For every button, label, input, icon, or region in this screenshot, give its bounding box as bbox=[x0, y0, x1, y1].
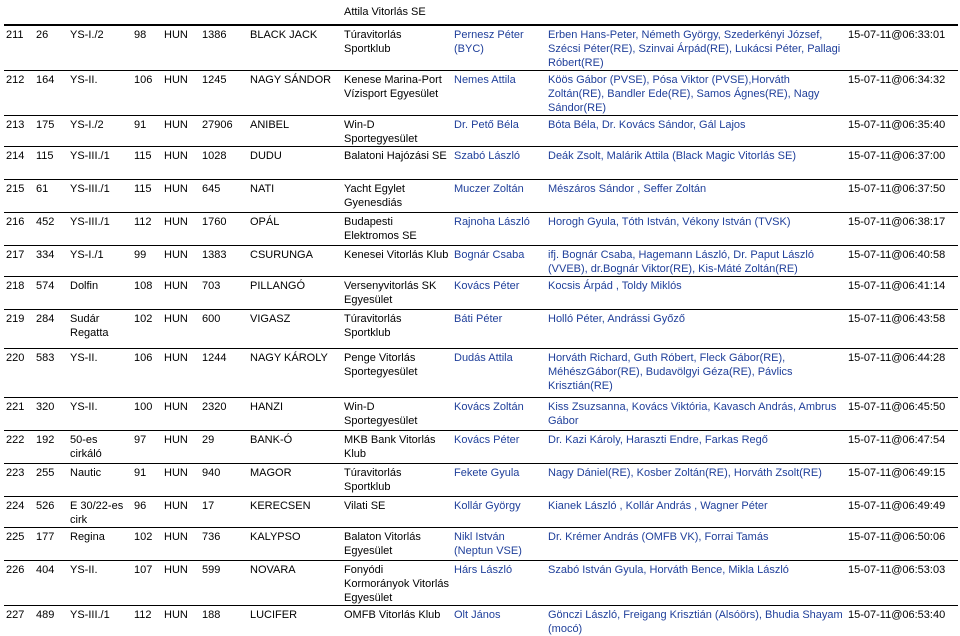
sail-number-cell: 255 bbox=[34, 464, 68, 497]
nation-cell: HUN bbox=[162, 431, 200, 464]
race-number-cell: 211 bbox=[4, 25, 34, 71]
boat-name-cell: HANZI bbox=[248, 398, 342, 431]
skipper-cell: Olt János bbox=[452, 606, 546, 636]
yardstick-cell: 112 bbox=[132, 606, 162, 636]
race-number-cell: 219 bbox=[4, 310, 34, 349]
finish-time-cell: 15-07-11@06:47:54 bbox=[846, 431, 958, 464]
crew-cell: ifj. Bognár Csaba, Hagemann László, Dr. Paput László (VVEB), dr.Bognár Viktor(RE), Kis-Máté Zoltán(RE) bbox=[546, 246, 846, 277]
registration-cell: 645 bbox=[200, 180, 248, 213]
nation-cell: HUN bbox=[162, 464, 200, 497]
table-row bbox=[4, 398, 958, 431]
club-cell: Yacht Egylet Gyenesdiás bbox=[342, 180, 452, 213]
nation-cell: HUN bbox=[162, 213, 200, 246]
crew-cell: Mészáros Sándor , Seffer Zoltán bbox=[546, 180, 846, 213]
finish-time-cell: 15-07-11@06:53:40 bbox=[846, 606, 958, 636]
boat-name-cell: NOVARA bbox=[248, 561, 342, 606]
crew-cell: Nagy Dániel(RE), Kosber Zoltán(RE), Horváth Zsolt(RE) bbox=[546, 464, 846, 497]
race-number-cell: 212 bbox=[4, 71, 34, 116]
nation-cell: HUN bbox=[162, 180, 200, 213]
skipper-cell: Dudás Attila bbox=[452, 349, 546, 398]
boat-name-cell: VIGASZ bbox=[248, 310, 342, 349]
finish-time-cell: 15-07-11@06:38:17 bbox=[846, 213, 958, 246]
boat-class-cell: YS-II. bbox=[68, 71, 132, 116]
table-row bbox=[4, 180, 958, 213]
crew-cell: Szabó István Gyula, Horváth Bence, Mikla László bbox=[546, 561, 846, 606]
boat-name-cell: OPÁL bbox=[248, 213, 342, 246]
sail-number-cell: 489 bbox=[34, 606, 68, 636]
nation-cell: HUN bbox=[162, 606, 200, 636]
race-number-cell: 213 bbox=[4, 116, 34, 147]
club-cell: Balaton Vitorlás Egyesület bbox=[342, 528, 452, 561]
sail-number-cell: 192 bbox=[34, 431, 68, 464]
skipper-cell: Kollár György bbox=[452, 497, 546, 528]
crew-cell: Dr. Kazi Károly, Haraszti Endre, Farkas Regő bbox=[546, 431, 846, 464]
finish-time-cell: 15-07-11@06:50:06 bbox=[846, 528, 958, 561]
nation-cell: HUN bbox=[162, 147, 200, 180]
table-row bbox=[4, 310, 958, 349]
club-cell: Kenese Marina-Port Vízisport Egyesület bbox=[342, 71, 452, 116]
skipper-cell: Pernesz Péter (BYC) bbox=[452, 25, 546, 71]
results-body bbox=[4, 25, 958, 636]
boat-name-cell: BANK-Ó bbox=[248, 431, 342, 464]
boat-name-cell: KERECSEN bbox=[248, 497, 342, 528]
boat-class-cell: YS-II. bbox=[68, 349, 132, 398]
boat-class-cell: Sudár Regatta bbox=[68, 310, 132, 349]
skipper-cell: Hárs László bbox=[452, 561, 546, 606]
yardstick-cell: 106 bbox=[132, 71, 162, 116]
sail-number-cell: 320 bbox=[34, 398, 68, 431]
boat-name-cell: NAGY KÁROLY bbox=[248, 349, 342, 398]
yardstick-cell: 91 bbox=[132, 116, 162, 147]
yardstick-cell: 96 bbox=[132, 497, 162, 528]
finish-time-cell: 15-07-11@06:49:15 bbox=[846, 464, 958, 497]
table-row bbox=[4, 147, 958, 180]
skipper-cell: Dr. Pető Béla bbox=[452, 116, 546, 147]
crew-cell: Deák Zsolt, Malárik Attila (Black Magic Vitorlás SE) bbox=[546, 147, 846, 180]
boat-class-cell: YS-II. bbox=[68, 561, 132, 606]
sail-number-cell: 115 bbox=[34, 147, 68, 180]
race-number-cell: 225 bbox=[4, 528, 34, 561]
yardstick-cell: 115 bbox=[132, 180, 162, 213]
registration-cell: 1245 bbox=[200, 71, 248, 116]
table-row bbox=[4, 71, 958, 116]
race-number-cell: 221 bbox=[4, 398, 34, 431]
boat-name-cell: PILLANGÓ bbox=[248, 277, 342, 310]
boat-name-cell: DUDU bbox=[248, 147, 342, 180]
club-cell: MKB Bank Vitorlás Klub bbox=[342, 431, 452, 464]
club-cell: Túravitorlás Sportklub bbox=[342, 310, 452, 349]
crew-cell: Kocsis Árpád , Toldy Miklós bbox=[546, 277, 846, 310]
skipper-cell: Nikl István (Neptun VSE) bbox=[452, 528, 546, 561]
registration-cell: 29 bbox=[200, 431, 248, 464]
skipper-cell: Rajnoha László bbox=[452, 213, 546, 246]
boat-name-cell: NAGY SÁNDOR bbox=[248, 71, 342, 116]
registration-cell: 703 bbox=[200, 277, 248, 310]
sail-number-cell: 404 bbox=[34, 561, 68, 606]
table-row bbox=[4, 277, 958, 310]
table-row bbox=[4, 349, 958, 398]
race-number-cell: 214 bbox=[4, 147, 34, 180]
nation-cell: HUN bbox=[162, 277, 200, 310]
club-cell: Balatoni Hajózási SE bbox=[342, 147, 452, 180]
club-cell: Fonyódi Kormorányok Vitorlás Egyesület bbox=[342, 561, 452, 606]
registration-cell: 1386 bbox=[200, 25, 248, 71]
table-row bbox=[4, 561, 958, 606]
yardstick-cell: 102 bbox=[132, 528, 162, 561]
sail-number-cell: 583 bbox=[34, 349, 68, 398]
boat-class-cell: YS-I./2 bbox=[68, 25, 132, 71]
skipper-cell: Bognár Csaba bbox=[452, 246, 546, 277]
race-number-cell: 218 bbox=[4, 277, 34, 310]
yardstick-cell: 108 bbox=[132, 277, 162, 310]
sail-number-cell: 452 bbox=[34, 213, 68, 246]
club-cell: Túravitorlás Sportklub bbox=[342, 25, 452, 71]
yardstick-cell: 115 bbox=[132, 147, 162, 180]
registration-cell: 1028 bbox=[200, 147, 248, 180]
table-row bbox=[4, 25, 958, 71]
crew-cell: Horogh Gyula, Tóth István, Vékony István (TVSK) bbox=[546, 213, 846, 246]
crew-cell: Köös Gábor (PVSE), Pósa Viktor (PVSE),Horváth Zoltán(RE), Bandler Ede(RE), Samos Ágnes(RE), Nagy Sándor(RE) bbox=[546, 71, 846, 116]
race-number-cell: 227 bbox=[4, 606, 34, 636]
club-cell: Versenyvitorlás SK Egyesület bbox=[342, 277, 452, 310]
boat-class-cell: YS-II. bbox=[68, 398, 132, 431]
yardstick-cell: 98 bbox=[132, 25, 162, 71]
crew-cell: Bóta Béla, Dr. Kovács Sándor, Gál Lajos bbox=[546, 116, 846, 147]
yardstick-cell: 97 bbox=[132, 431, 162, 464]
race-number-cell: 223 bbox=[4, 464, 34, 497]
finish-time-cell: 15-07-11@06:44:28 bbox=[846, 349, 958, 398]
club-cell: OMFB Vitorlás Klub bbox=[342, 606, 452, 636]
club-cell: Penge Vitorlás Sportegyesület bbox=[342, 349, 452, 398]
table-row bbox=[4, 528, 958, 561]
registration-cell: 1383 bbox=[200, 246, 248, 277]
registration-cell: 188 bbox=[200, 606, 248, 636]
crew-cell: Erben Hans-Peter, Németh György, Szederkényi József, Szécsi Péter(RE), Szinvai Árpád(RE), Lukácsi Péter, Pallagi Róbert(RE) bbox=[546, 25, 846, 71]
crew-cell: Horváth Richard, Guth Róbert, Fleck Gábor(RE), MéhészGábor(RE), Budavölgyi Géza(RE), Pávlics Krisztián(RE) bbox=[546, 349, 846, 398]
club-cell: Túravitorlás Sportklub bbox=[342, 464, 452, 497]
sail-number-cell: 61 bbox=[34, 180, 68, 213]
boat-name-cell: LUCIFER bbox=[248, 606, 342, 636]
yardstick-cell: 112 bbox=[132, 213, 162, 246]
registration-cell: 736 bbox=[200, 528, 248, 561]
table-row bbox=[4, 116, 958, 147]
skipper-cell: Kovács Péter bbox=[452, 277, 546, 310]
club-cell: Kenesei Vitorlás Klub bbox=[342, 246, 452, 277]
nation-cell: HUN bbox=[162, 310, 200, 349]
sail-number-cell: 526 bbox=[34, 497, 68, 528]
nation-cell: HUN bbox=[162, 349, 200, 398]
club-cell: Vilati SE bbox=[342, 497, 452, 528]
results-table bbox=[4, 24, 958, 636]
nation-cell: HUN bbox=[162, 246, 200, 277]
registration-cell: 1760 bbox=[200, 213, 248, 246]
sail-number-cell: 334 bbox=[34, 246, 68, 277]
boat-name-cell: MAGOR bbox=[248, 464, 342, 497]
yardstick-cell: 91 bbox=[132, 464, 162, 497]
race-number-cell: 217 bbox=[4, 246, 34, 277]
finish-time-cell: 15-07-11@06:37:50 bbox=[846, 180, 958, 213]
sail-number-cell: 164 bbox=[34, 71, 68, 116]
club-cell: Win-D Sportegyesület bbox=[342, 116, 452, 147]
sail-number-cell: 26 bbox=[34, 25, 68, 71]
nation-cell: HUN bbox=[162, 398, 200, 431]
skipper-cell: Muczer Zoltán bbox=[452, 180, 546, 213]
table-row bbox=[4, 431, 958, 464]
finish-time-cell: 15-07-11@06:35:40 bbox=[846, 116, 958, 147]
boat-class-cell: Nautic bbox=[68, 464, 132, 497]
boat-name-cell: BLACK JACK bbox=[248, 25, 342, 71]
finish-time-cell: 15-07-11@06:40:58 bbox=[846, 246, 958, 277]
table-row bbox=[4, 246, 958, 277]
nation-cell: HUN bbox=[162, 497, 200, 528]
table-row bbox=[4, 606, 958, 636]
boat-name-cell: ANIBEL bbox=[248, 116, 342, 147]
page-title: Attila Vitorlás SE bbox=[344, 6, 426, 18]
boat-class-cell: Dolfin bbox=[68, 277, 132, 310]
registration-cell: 600 bbox=[200, 310, 248, 349]
sail-number-cell: 574 bbox=[34, 277, 68, 310]
race-number-cell: 215 bbox=[4, 180, 34, 213]
boat-class-cell: YS-III./1 bbox=[68, 147, 132, 180]
boat-class-cell: YS-III./1 bbox=[68, 606, 132, 636]
skipper-cell: Fekete Gyula bbox=[452, 464, 546, 497]
club-cell: Budapesti Elektromos SE bbox=[342, 213, 452, 246]
table-row bbox=[4, 464, 958, 497]
nation-cell: HUN bbox=[162, 528, 200, 561]
yardstick-cell: 102 bbox=[132, 310, 162, 349]
registration-cell: 27906 bbox=[200, 116, 248, 147]
finish-time-cell: 15-07-11@06:53:03 bbox=[846, 561, 958, 606]
finish-time-cell: 15-07-11@06:37:00 bbox=[846, 147, 958, 180]
yardstick-cell: 107 bbox=[132, 561, 162, 606]
yardstick-cell: 99 bbox=[132, 246, 162, 277]
crew-cell: Kiss Zsuzsanna, Kovács Viktória, Kavasch András, Ambrus Gábor bbox=[546, 398, 846, 431]
boat-class-cell: YS-I./1 bbox=[68, 246, 132, 277]
race-number-cell: 222 bbox=[4, 431, 34, 464]
finish-time-cell: 15-07-11@06:43:58 bbox=[846, 310, 958, 349]
race-number-cell: 224 bbox=[4, 497, 34, 528]
club-cell: Win-D Sportegyesület bbox=[342, 398, 452, 431]
table-row bbox=[4, 213, 958, 246]
crew-cell: Gönczi László, Freigang Krisztián (Alsóörs), Bhudia Shayam (mocó) bbox=[546, 606, 846, 636]
finish-time-cell: 15-07-11@06:33:01 bbox=[846, 25, 958, 71]
registration-cell: 1244 bbox=[200, 349, 248, 398]
skipper-cell: Kovács Zoltán bbox=[452, 398, 546, 431]
boat-name-cell: CSURUNGA bbox=[248, 246, 342, 277]
skipper-cell: Szabó László bbox=[452, 147, 546, 180]
boat-class-cell: YS-III./1 bbox=[68, 213, 132, 246]
skipper-cell: Kovács Péter bbox=[452, 431, 546, 464]
registration-cell: 2320 bbox=[200, 398, 248, 431]
boat-name-cell: NATI bbox=[248, 180, 342, 213]
finish-time-cell: 15-07-11@06:34:32 bbox=[846, 71, 958, 116]
registration-cell: 599 bbox=[200, 561, 248, 606]
nation-cell: HUN bbox=[162, 561, 200, 606]
race-number-cell: 220 bbox=[4, 349, 34, 398]
nation-cell: HUN bbox=[162, 71, 200, 116]
sail-number-cell: 175 bbox=[34, 116, 68, 147]
nation-cell: HUN bbox=[162, 25, 200, 71]
skipper-cell: Báti Péter bbox=[452, 310, 546, 349]
nation-cell: HUN bbox=[162, 116, 200, 147]
crew-cell: Holló Péter, Andrássi Győző bbox=[546, 310, 846, 349]
boat-class-cell: 50-es cirkáló bbox=[68, 431, 132, 464]
table-row bbox=[4, 497, 958, 528]
boat-name-cell: KALYPSO bbox=[248, 528, 342, 561]
race-number-cell: 216 bbox=[4, 213, 34, 246]
yardstick-cell: 106 bbox=[132, 349, 162, 398]
finish-time-cell: 15-07-11@06:49:49 bbox=[846, 497, 958, 528]
boat-class-cell: Regina bbox=[68, 528, 132, 561]
crew-cell: Dr. Krémer András (OMFB VK), Forrai Tamás bbox=[546, 528, 846, 561]
boat-class-cell: YS-III./1 bbox=[68, 180, 132, 213]
race-number-cell: 226 bbox=[4, 561, 34, 606]
boat-class-cell: YS-I./2 bbox=[68, 116, 132, 147]
finish-time-cell: 15-07-11@06:45:50 bbox=[846, 398, 958, 431]
registration-cell: 940 bbox=[200, 464, 248, 497]
sail-number-cell: 284 bbox=[34, 310, 68, 349]
registration-cell: 17 bbox=[200, 497, 248, 528]
yardstick-cell: 100 bbox=[132, 398, 162, 431]
skipper-cell: Nemes Attila bbox=[452, 71, 546, 116]
finish-time-cell: 15-07-11@06:41:14 bbox=[846, 277, 958, 310]
boat-class-cell: E 30/22-es cirk bbox=[68, 497, 132, 528]
sail-number-cell: 177 bbox=[34, 528, 68, 561]
crew-cell: Kianek László , Kollár András , Wagner Péter bbox=[546, 497, 846, 528]
